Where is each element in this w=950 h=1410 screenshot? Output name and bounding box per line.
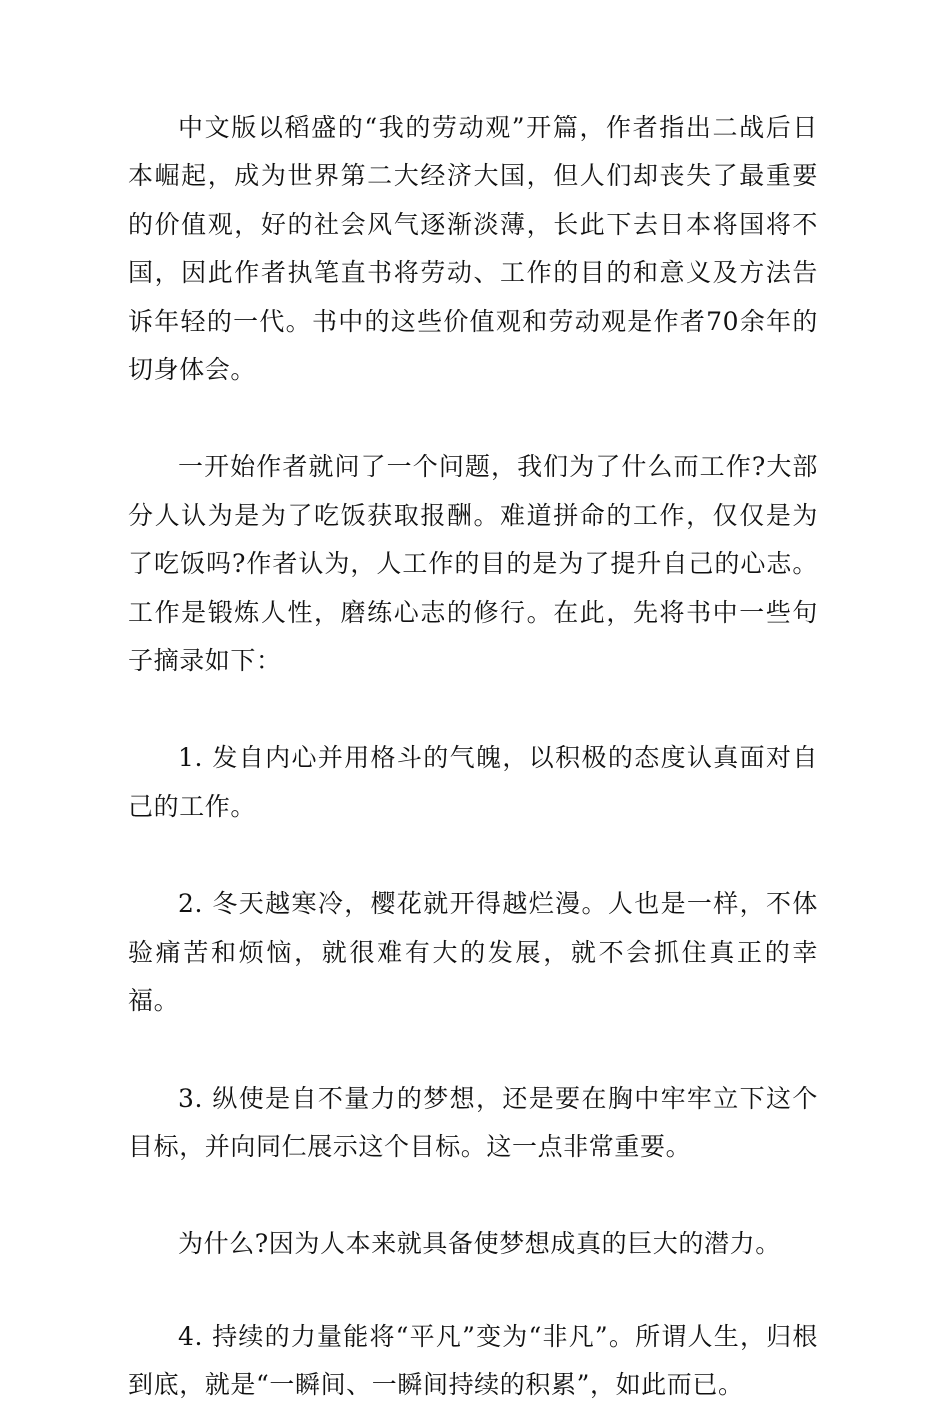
quote-item-2: 2. 冬天越寒冷，樱花就开得越烂漫。人也是一样，不体验痛苦和烦恼，就很难有大的发展，就不会抓住真正的幸福。 (128, 889, 818, 1016)
paragraph-question: 一开始作者就问了一个问题，我们为了什么而工作?大部分人认为是为了吃饭获取报酬。难道拼命的工作，仅仅是为了吃饭吗?作者认为，人工作的目的是为了提升自己的心志。工作是锻炼人性，磨练心志的修行。在此，先将书中一些句子摘录如下： (128, 452, 818, 676)
quote-item-4: 4. 持续的力量能将“平凡”变为“非凡”。所谓人生，归根到底，就是“一瞬间、一瞬间持续的积累”，如此而已。 (128, 1321, 818, 1400)
quote-item-1: 1. 发自内心并用格斗的气魄，以积极的态度认真面对自己的工作。 (128, 743, 818, 821)
paragraph-why: 为什么?因为人本来就具备使梦想成真的巨大的潜力。 (178, 1229, 781, 1259)
document-body (128, 104, 818, 1410)
quote-item-3: 3. 纵使是自不量力的梦想，还是要在胸中牢牢立下这个目标，并向同仁展示这个目标。这一点非常重要。 (128, 1083, 818, 1161)
paragraph-intro: 中文版以稻盛的“我的劳动观”开篇，作者指出二战后日本崛起，成为世界第二大经济大国，但人们却丧失了最重要的价值观，好的社会风气逐渐淡薄，长此下去日本将国将不国，因此作者执笔直书将劳动、工作的目的和意义及方法告诉年轻的一代。书中的这些价值观和劳动观是作者70余年的切身体会。 (128, 113, 818, 385)
